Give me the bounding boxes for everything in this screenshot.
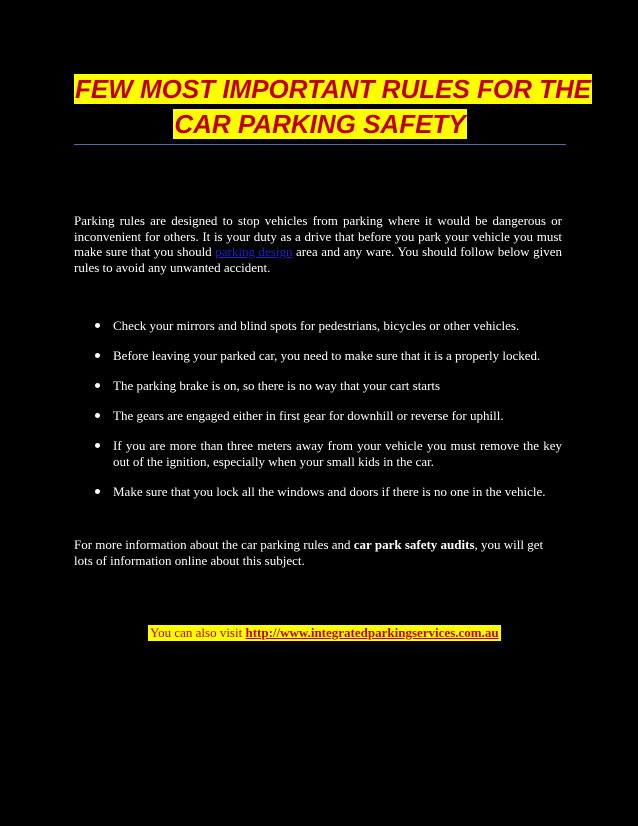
bullet-icon (95, 383, 100, 388)
list-item-text: Make sure that you lock all the windows and doors if there is no one in the vehicle. (113, 483, 546, 499)
list-item (74, 438, 562, 469)
website-link[interactable]: http://www.integratedparkingservices.com.au (245, 625, 499, 640)
list-item (74, 378, 562, 394)
list-item-text: The parking brake is on, so there is no way that your cart starts (113, 378, 441, 393)
title-line-1: FEW MOST IMPORTANT RULES FOR THE (75, 74, 592, 104)
outro-paragraph (74, 537, 562, 568)
page-title (74, 74, 592, 144)
intro-text-after: area and any ware. You should follow below given rules to avoid any unwanted accident. (74, 244, 563, 275)
intro-paragraph (74, 213, 562, 275)
visit-prefix: You can also visit (150, 625, 246, 640)
title-line-2: CAR PARKING SAFETY (174, 109, 466, 139)
outro-text-after: , you will get lots of information online about this subject. (74, 537, 544, 568)
bullet-icon (95, 443, 100, 448)
rules-list (74, 318, 562, 514)
list-item (74, 484, 562, 500)
bullet-icon (95, 489, 100, 494)
list-item-text: Before leaving your parked car, you need to make sure that it is a properly locked. (113, 348, 541, 363)
list-item (74, 348, 562, 364)
outro-text-before: For more information about the car parking rules and (74, 537, 354, 552)
parking-design-link[interactable]: parking design (215, 244, 293, 259)
title-divider (74, 144, 566, 145)
title-row-2 (74, 109, 566, 144)
title-row-1 (74, 74, 592, 109)
list-item-text: If you are more than three meters away from your vehicle you must remove the key out of the ignition, especially when your small kids in the car. (113, 438, 562, 469)
list-item-text: The gears are engaged either in first gear for downhill or reverse for uphill. (113, 408, 504, 423)
bullet-icon (95, 353, 100, 358)
bullet-icon (95, 413, 100, 418)
visit-line (148, 625, 501, 641)
bullet-icon (95, 323, 100, 328)
list-item-text: Check your mirrors and blind spots for pedestrians, bicycles or other vehicles. (113, 318, 520, 333)
list-item (74, 408, 562, 424)
list-item (74, 318, 562, 334)
safety-audits-emphasis: car park safety audits (353, 537, 475, 552)
intro-text-before: Parking rules are designed to stop vehicles from parking where it would be dangerous or inconvenient for others. It is your duty as a drive that before you park your vehicle you must make sure that you should (74, 213, 562, 259)
